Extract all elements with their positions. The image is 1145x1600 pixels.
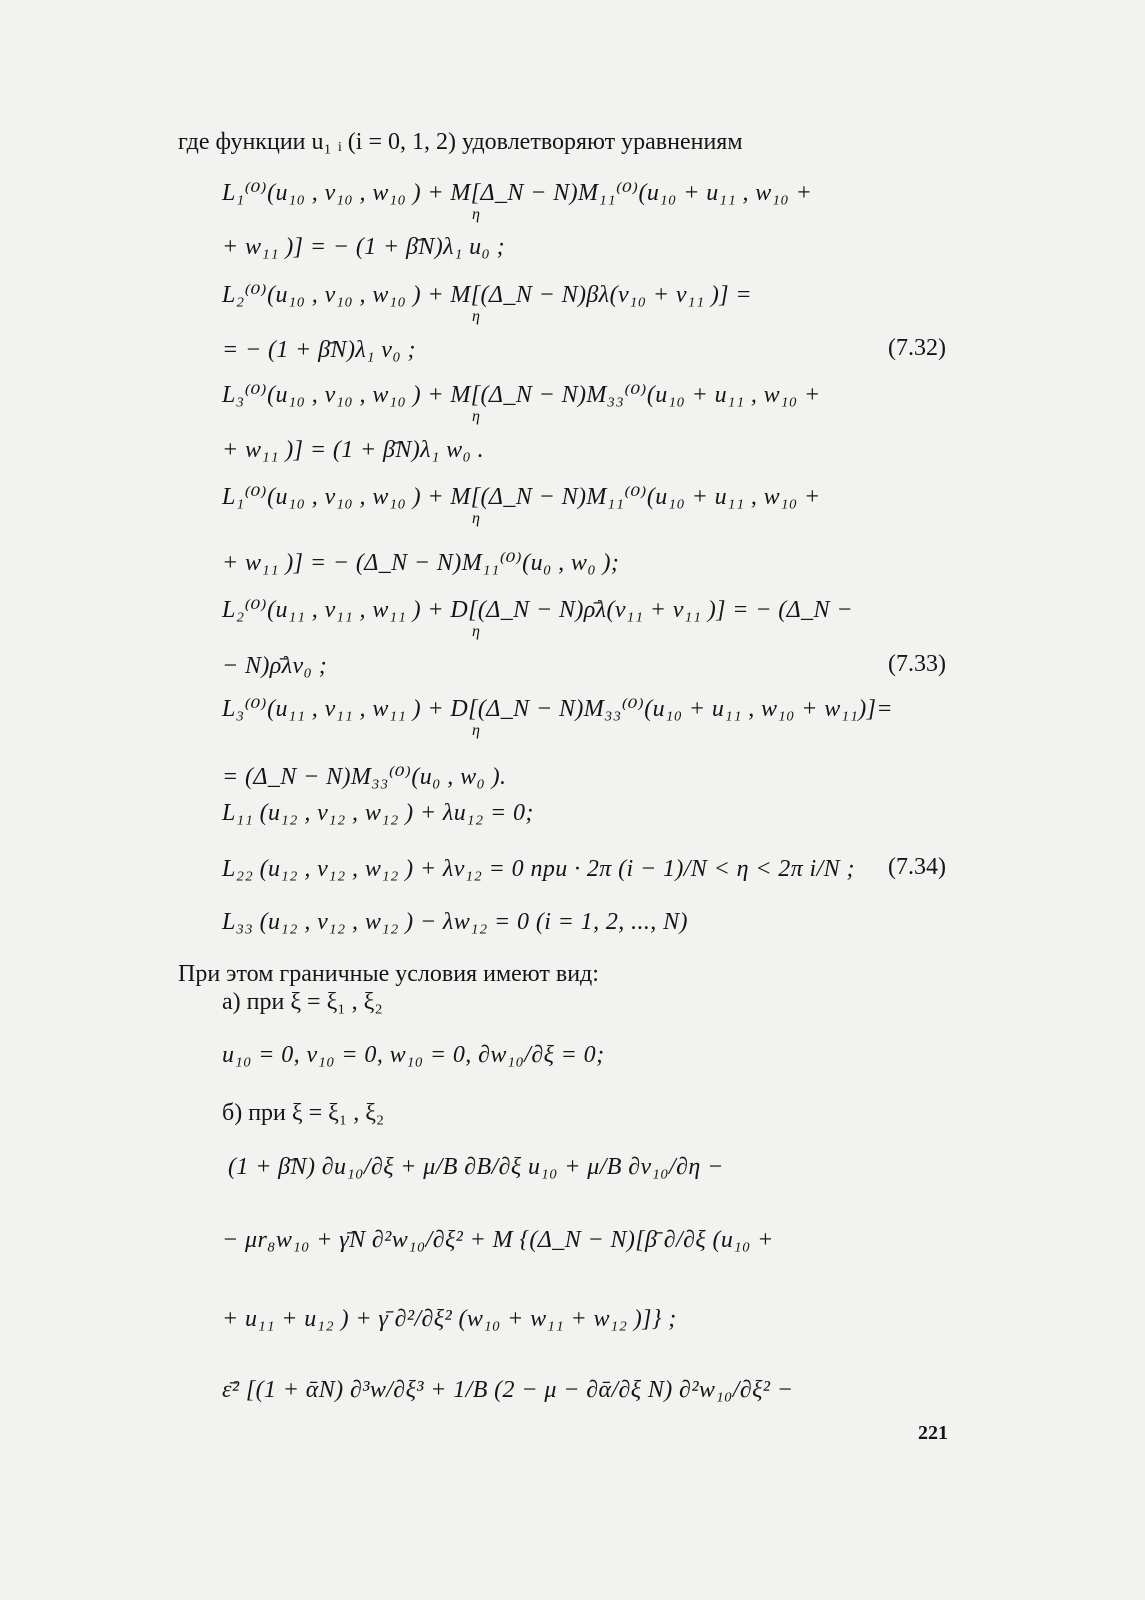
case-b-eq-line-3: + u₁₁ + u₁₂ ) + γ̄ ∂²/∂ξ² (w₁₀ + w₁₁ + w₁₂ )]} ;: [222, 1306, 677, 1332]
eq-7-33-line-1: L₁⁽⁰⁾(u₁₀ , v₁₀ , w₁₀ ) + M[(Δ_N − N)M₁₁⁽⁰⁾(u₁₀ + u₁₁ , w₁₀ +: [222, 484, 821, 510]
eq-7-33-line-2: + w₁₁ )] = − (Δ_N − N)M₁₁⁽⁰⁾(u₀ , w₀ );: [222, 550, 620, 576]
case-a-equation: u₁₀ = 0, v₁₀ = 0, w₁₀ = 0, ∂w₁₀/∂ξ = 0;: [222, 1042, 605, 1068]
boundary-conditions-intro: При этом граничные условия имеют вид:: [178, 961, 599, 987]
case-b-eq-line-1: (1 + β̄N) ∂u₁₀/∂ξ + μ/B ∂B/∂ξ u₁₀ + μ/B ∂v₁₀/∂η −: [228, 1154, 724, 1180]
equation-number: (7.34): [888, 854, 946, 880]
case-b-eq-line-2: − μr₈w₁₀ + γ̄N ∂²w₁₀/∂ξ² + M {(Δ_N − N)[β̄ ∂/∂ξ (u₁₀ +: [222, 1227, 774, 1253]
eq-7-34-line-1: L₁₁ (u₁₂ , v₁₂ , w₁₂ ) + λu₁₂ = 0;: [222, 800, 534, 826]
subscript-eta: η: [472, 408, 481, 425]
equation-number: (7.32): [888, 335, 946, 361]
eq-7-32-line-1: L₁⁽⁰⁾(u₁₀ , v₁₀ , w₁₀ ) + M[Δ_N − N)M₁₁⁽⁰⁾(u₁₀ + u₁₁ , w₁₀ +: [222, 180, 813, 206]
subscript-eta: η: [472, 510, 481, 527]
eq-7-33-line-5: L₃⁽⁰⁾(u₁₁ , v₁₁ , w₁₁ ) + D[(Δ_N − N)M₃₃⁽⁰⁾(u₁₀ + u₁₁ , w₁₀ + w₁₁)]=: [222, 696, 893, 722]
eq-7-33-line-3: L₂⁽⁰⁾(u₁₁ , v₁₁ , w₁₁ ) + D[(Δ_N − N)ρ̄λ(v₁₁ + v₁₁ )] = − (Δ_N −: [222, 597, 853, 623]
subscript-eta: η: [472, 722, 481, 739]
case-b-label: б) при ξ = ξ₁ , ξ₂: [222, 1100, 385, 1126]
case-a-label: а) при ξ = ξ₁ , ξ₂: [222, 989, 383, 1015]
subscript-eta: η: [472, 623, 481, 640]
subscript-eta: η: [472, 308, 481, 325]
case-b-eq-line-4: ε̄² [(1 + ᾱN) ∂³w/∂ξ³ + 1/B (2 − μ − ∂ᾱ/∂ξ N) ∂²w₁₀/∂ξ² −: [222, 1377, 794, 1403]
eq-7-32-line-3: L₂⁽⁰⁾(u₁₀ , v₁₀ , w₁₀ ) + M[(Δ_N − N)βλ(v₁₀ + v₁₁ )] =: [222, 282, 752, 308]
intro-line: где функции u₁ ᵢ (i = 0, 1, 2) удовлетворяют уравнениям: [178, 129, 743, 155]
eq-7-34-line-2: L₂₂ (u₁₂ , v₁₂ , w₁₂ ) + λv₁₂ = 0 при · 2π (i − 1)/N < η < 2π i/N ;: [222, 856, 855, 882]
page-number: 221: [918, 1422, 948, 1444]
subscript-eta: η: [472, 206, 481, 223]
eq-7-32-line-5: L₃⁽⁰⁾(u₁₀ , v₁₀ , w₁₀ ) + M[(Δ_N − N)M₃₃⁽⁰⁾(u₁₀ + u₁₁ , w₁₀ +: [222, 382, 821, 408]
eq-7-33-line-4: − N)ρ̄λv₀ ;: [222, 653, 328, 679]
eq-7-32-line-2: + w₁₁ )] = − (1 + β̄N)λ₁ u₀ ;: [222, 234, 506, 260]
eq-7-33-line-6: = (Δ_N − N)M₃₃⁽⁰⁾(u₀ , w₀ ).: [222, 764, 507, 790]
equation-number: (7.33): [888, 651, 946, 677]
eq-7-32-line-4: = − (1 + β̄N)λ₁ v₀ ;: [222, 337, 416, 363]
eq-7-32-line-6: + w₁₁ )] = (1 + β̄N)λ₁ w₀ .: [222, 437, 485, 463]
eq-7-34-line-3: L₃₃ (u₁₂ , v₁₂ , w₁₂ ) − λw₁₂ = 0 (i = 1, 2, ..., N): [222, 909, 688, 935]
